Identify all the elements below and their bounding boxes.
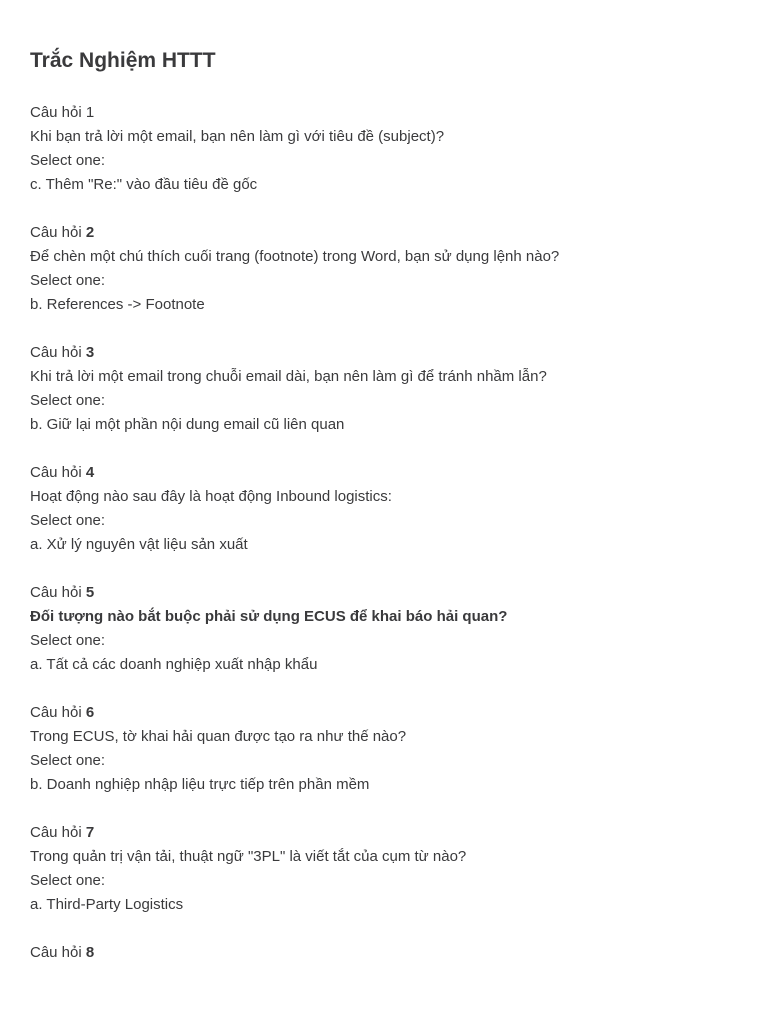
- select-one-label: Select one:: [30, 392, 106, 409]
- select-one-label: Select one:: [30, 272, 106, 289]
- question-label: Câu hỏi: [30, 224, 82, 241]
- select-one-label: Select one:: [30, 152, 106, 169]
- question-5: [30, 581, 738, 677]
- question-1: [30, 101, 738, 197]
- question-number: 1: [85, 104, 95, 121]
- answer-text: c. Thêm "Re:" vào đầu tiêu đề gốc: [30, 176, 258, 193]
- question-label: Câu hỏi: [30, 344, 82, 361]
- question-heading: [30, 221, 738, 245]
- question-heading: [30, 101, 738, 125]
- question-heading: [30, 581, 738, 605]
- question-heading: [30, 461, 738, 485]
- question-label: Câu hỏi: [30, 824, 82, 841]
- question-heading: [30, 701, 738, 725]
- question-label: Câu hỏi: [30, 104, 82, 121]
- question-text: Khi trả lời một email trong chuỗi email dài, bạn nên làm gì để tránh nhầm lẫn?: [30, 368, 547, 385]
- question-label: Câu hỏi: [30, 944, 82, 961]
- question-label: Câu hỏi: [30, 464, 82, 481]
- question-6: [30, 701, 738, 797]
- select-one-label: Select one:: [30, 512, 106, 529]
- question-number: 7: [85, 824, 95, 841]
- question-8: [30, 941, 738, 965]
- select-one-label: Select one:: [30, 752, 106, 769]
- question-text: Để chèn một chú thích cuối trang (footnote) trong Word, bạn sử dụng lệnh nào?: [30, 248, 560, 265]
- answer-text: b. References -> Footnote: [30, 296, 205, 313]
- question-number: 2: [85, 224, 95, 241]
- question-number: 4: [85, 464, 95, 481]
- question-2: [30, 221, 738, 317]
- question-number: 8: [85, 944, 95, 961]
- select-one-label: Select one:: [30, 632, 106, 649]
- question-number: 5: [85, 584, 95, 601]
- question-text: Trong quản trị vận tải, thuật ngữ "3PL" là viết tắt của cụm từ nào?: [30, 848, 467, 865]
- question-label: Câu hỏi: [30, 584, 82, 601]
- page-title: Trắc Nghiệm HTTT: [30, 49, 216, 72]
- question-number: 6: [85, 704, 95, 721]
- answer-text: b. Giữ lại một phần nội dung email cũ liên quan: [30, 416, 345, 433]
- question-4: [30, 461, 738, 557]
- answer-text: b. Doanh nghiệp nhập liệu trực tiếp trên phần mềm: [30, 776, 370, 793]
- question-heading: [30, 341, 738, 365]
- question-heading: [30, 941, 738, 965]
- question-text: Đối tượng nào bắt buộc phải sử dụng ECUS để khai báo hải quan?: [30, 608, 508, 625]
- answer-text: a. Third-Party Logistics: [30, 896, 184, 913]
- question-7: [30, 821, 738, 917]
- question-label: Câu hỏi: [30, 704, 82, 721]
- question-text: Hoạt động nào sau đây là hoạt động Inbound logistics:: [30, 488, 392, 505]
- question-number: 3: [85, 344, 95, 361]
- question-text: Khi bạn trả lời một email, bạn nên làm gì với tiêu đề (subject)?: [30, 128, 445, 145]
- select-one-label: Select one:: [30, 872, 106, 889]
- answer-text: a. Tất cả các doanh nghiệp xuất nhập khẩu: [30, 656, 318, 673]
- answer-text: a. Xử lý nguyên vật liệu sản xuất: [30, 536, 248, 553]
- question-3: [30, 341, 738, 437]
- question-text: Trong ECUS, tờ khai hải quan được tạo ra như thế nào?: [30, 728, 407, 745]
- question-heading: [30, 821, 738, 845]
